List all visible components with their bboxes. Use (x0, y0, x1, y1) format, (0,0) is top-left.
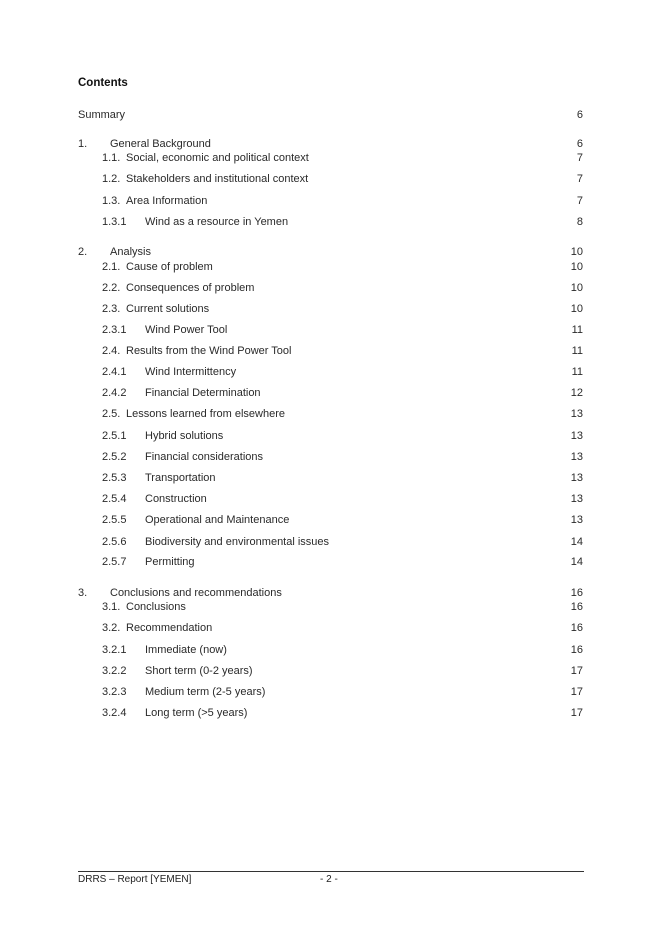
toc-entry-number: 3.2.2 (102, 665, 127, 677)
toc-entry-page: 14 (570, 536, 583, 548)
toc-entry-number: 2.4.2 (102, 387, 127, 399)
toc-entry-page: 8 (576, 216, 583, 228)
toc-entry-label: Financial considerations (145, 451, 264, 463)
toc-entry[interactable] (0, 171, 662, 187)
toc-entry[interactable] (0, 343, 662, 359)
toc-entry-label: Biodiversity and environmental issues (145, 536, 330, 548)
toc-entry[interactable] (0, 620, 662, 636)
toc-entry-number: 3.1. (102, 601, 121, 613)
toc-entry[interactable] (0, 301, 662, 317)
toc-entry-number: 2.2. (102, 282, 121, 294)
toc-entry[interactable] (0, 280, 662, 296)
toc-entry[interactable] (0, 406, 662, 422)
toc-entry-page: 11 (571, 366, 583, 378)
toc-entry-number: 2. (78, 246, 88, 258)
toc-entry-page: 16 (570, 587, 583, 599)
toc-entry[interactable] (0, 107, 662, 123)
toc-entry-label: Long term (>5 years) (145, 707, 248, 719)
toc-entry-number: 1.3.1 (102, 216, 127, 228)
toc-entry-page: 17 (570, 665, 583, 677)
toc-entry-page: 6 (576, 109, 583, 121)
toc-entry-label: Financial Determination (145, 387, 261, 399)
toc-entry[interactable] (0, 193, 662, 209)
toc-entry[interactable] (0, 642, 662, 658)
toc-entry-label: Transportation (145, 472, 216, 484)
toc-entry-page: 10 (570, 303, 583, 315)
toc-entry-page: 17 (570, 707, 583, 719)
toc-entry[interactable] (0, 705, 662, 721)
toc-entry-label: Social, economic and political context (126, 152, 309, 164)
toc-entry-number: 1.2. (102, 173, 121, 185)
toc-entry-label: Recommendation (126, 622, 213, 634)
toc-entry-label: Results from the Wind Power Tool (126, 345, 292, 357)
toc-entry-label: Conclusions (126, 601, 186, 613)
toc-entry-page: 13 (570, 493, 583, 505)
toc-entry-label: Analysis (110, 246, 151, 258)
toc-entry[interactable] (0, 491, 662, 507)
toc-entry[interactable] (0, 470, 662, 486)
toc-entry-page: 13 (570, 408, 583, 420)
toc-entry[interactable] (0, 322, 662, 338)
toc-entry-page: 6 (576, 138, 583, 150)
toc-entry-page: 11 (571, 345, 583, 357)
footer-rule (78, 871, 584, 872)
footer-page-number: - 2 - (320, 874, 338, 885)
toc-entry[interactable] (0, 449, 662, 465)
toc-entry-page: 11 (571, 324, 583, 336)
toc-entry-page: 13 (570, 451, 583, 463)
toc-entry-label: Wind Power Tool (145, 324, 228, 336)
toc-entry-label: Summary (78, 109, 126, 121)
toc-entry-page: 12 (570, 387, 583, 399)
toc-entry-number: 3.2.3 (102, 686, 127, 698)
toc-entry-label: Conclusions and recommendations (110, 587, 282, 599)
toc-entry-label: Operational and Maintenance (145, 514, 290, 526)
toc-entry-page: 14 (570, 556, 583, 568)
toc-entry-page: 17 (570, 686, 583, 698)
toc-entry-number: 2.5.2 (102, 451, 127, 463)
toc-entry-page: 7 (576, 152, 583, 164)
toc-entry[interactable] (0, 259, 662, 275)
toc-entry-number: 2.4. (102, 345, 121, 357)
toc-entry-page: 10 (570, 282, 583, 294)
toc-entry-label: Medium term (2-5 years) (145, 686, 266, 698)
toc-entry-label: Immediate (now) (145, 644, 227, 656)
toc-entry-number: 1. (78, 138, 88, 150)
toc-entry-number: 3.2.4 (102, 707, 127, 719)
toc-entry-number: 2.5.1 (102, 430, 127, 442)
toc-entry[interactable] (0, 385, 662, 401)
toc-entry-page: 13 (570, 514, 583, 526)
toc-entry[interactable] (0, 554, 662, 570)
toc-entry-number: 2.5.5 (102, 514, 127, 526)
toc-entry-page: 13 (570, 430, 583, 442)
toc-entry-page: 16 (570, 622, 583, 634)
toc-entry-label: General Background (110, 138, 211, 150)
toc-entry-label: Wind as a resource in Yemen (145, 216, 289, 228)
toc-entry[interactable] (0, 684, 662, 700)
toc-entry-number: 3. (78, 587, 88, 599)
toc-entry-number: 2.5.7 (102, 556, 127, 568)
footer-report-label: DRRS – Report [YEMEN] (78, 874, 192, 885)
toc-entry-number: 1.3. (102, 195, 121, 207)
toc-entry-number: 2.3.1 (102, 324, 127, 336)
toc-entry-label: Current solutions (126, 303, 210, 315)
toc-entry-label: Area Information (126, 195, 208, 207)
toc-entry[interactable] (0, 599, 662, 615)
toc-entry-number: 3.2.1 (102, 644, 127, 656)
toc-entry-page: 16 (570, 644, 583, 656)
toc-entry-label: Permitting (145, 556, 195, 568)
toc-entry-page: 10 (570, 261, 583, 273)
toc-entry-page: 7 (576, 173, 583, 185)
toc-entry-number: 2.1. (102, 261, 121, 273)
toc-entry[interactable] (0, 663, 662, 679)
toc-entry-label: Construction (145, 493, 207, 505)
toc-entry-number: 2.5.3 (102, 472, 127, 484)
toc-entry[interactable] (0, 428, 662, 444)
page-title: Contents (78, 77, 128, 89)
toc-entry-label: Wind Intermittency (145, 366, 237, 378)
toc-entry-label: Cause of problem (126, 261, 213, 273)
toc-entry-number: 2.3. (102, 303, 121, 315)
toc-entry[interactable] (0, 534, 662, 550)
toc-entry-number: 2.5.6 (102, 536, 127, 548)
toc-entry-number: 1.1. (102, 152, 121, 164)
toc-entry-number: 2.4.1 (102, 366, 127, 378)
toc-entry[interactable] (0, 364, 662, 380)
toc-entry[interactable] (0, 214, 662, 230)
toc-entry-label: Stakeholders and institutional context (126, 173, 309, 185)
toc-entry-number: 3.2. (102, 622, 121, 634)
toc-entry[interactable] (0, 512, 662, 528)
toc-entry-page: 13 (570, 472, 583, 484)
toc-entry-number: 2.5.4 (102, 493, 127, 505)
toc-entry-label: Consequences of problem (126, 282, 255, 294)
toc-entry[interactable] (0, 150, 662, 166)
toc-entry-page: 10 (570, 246, 583, 258)
toc-entry-page: 16 (570, 601, 583, 613)
toc-entry-label: Short term (0-2 years) (145, 665, 253, 677)
toc-entry-label: Hybrid solutions (145, 430, 224, 442)
toc-entry-label: Lessons learned from elsewhere (126, 408, 285, 420)
toc-entry-number: 2.5. (102, 408, 121, 420)
toc-entry[interactable] (0, 244, 662, 260)
toc-entry-page: 7 (576, 195, 583, 207)
